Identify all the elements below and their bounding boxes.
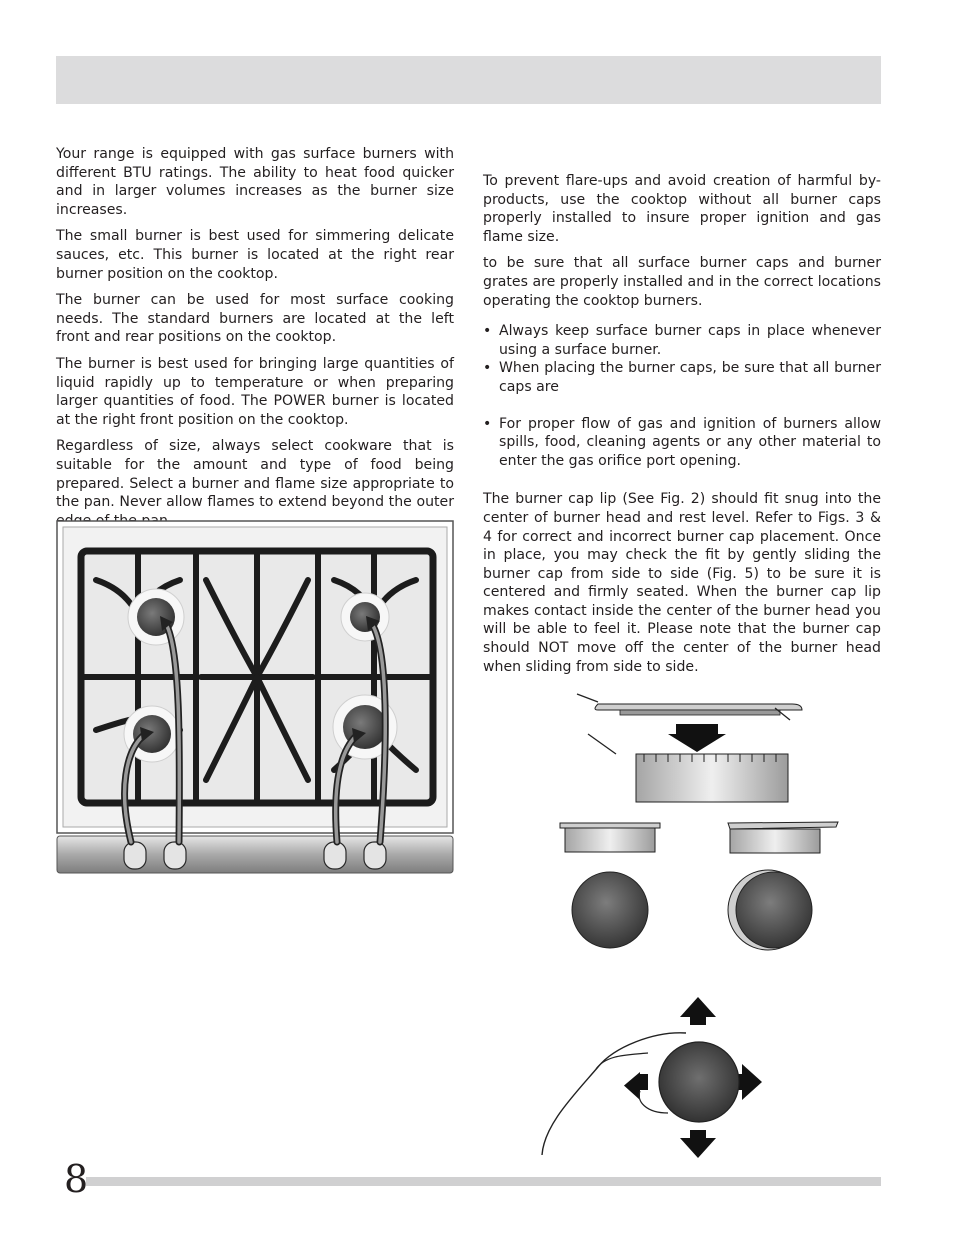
footer-bar: [86, 1177, 881, 1186]
left-column: [56, 145, 454, 530]
cooktop-diagram: [56, 520, 454, 876]
cookware-paragraph: Regardless of size, always select cookware that is suitable for the amount and type of food being prepared. Select a burner and flame size appropriate to the pan. Never allow flames to extend beyond the outer: [56, 438, 454, 511]
intro-paragraph: Your range is equipped with gas surface burners with different BTU ratings. The ability to heat food quicker and in larger volumes increases as the burner size increases.: [56, 146, 454, 218]
check-caps-paragraph: to be sure that all surface burner caps and burner grates are properly installed and in the correct locations operating the cooktop burners.: [483, 255, 881, 309]
right-column: [483, 172, 881, 676]
header-bar: [56, 56, 881, 104]
small-burner-paragraph: The small burner is best used for simmering delicate sauces, etc. This burner is located at the right rear burner position on the cooktop.: [56, 228, 454, 282]
flare-up-paragraph: To prevent flare-ups and avoid creation of harmful by-products, use the cooktop without all burner caps properly installed to insure proper ignition and gas flame size.: [483, 173, 881, 245]
cap-lip-paragraph: The burner cap lip (See Fig. 2) should fit snug into the center of burner head and rest level. Refer to Figs. 3 & 4 for correct and incorrect burner cap placement. Once in place, you may check the fit by gently sliding the burner cap from side to side (Fig. 5) to be sure it is centered and firmly seated. When the burner cap lip makes contact inside the center of the burner head you will be able to feel it. Please note that the burner cap should NOT move off the center of the burner head when sliding from side to side.: [483, 491, 881, 675]
hand-sliding-cap-diagram: [536, 995, 776, 1165]
standard-burner-paragraph: The burner can be used for most surface cooking needs. The standard burners are located at the left front and rear positions on the cooktop.: [56, 292, 454, 346]
bullet-item: • Always keep surface burner caps in place whenever using a surface burner.: [483, 322, 881, 359]
burner-cap-diagram: [540, 690, 840, 980]
bullet-item: • For proper flow of gas and ignition of burners allow spills, food, cleaning agents or any other material to enter the gas orifice port opening.: [483, 415, 881, 471]
power-burner-paragraph: The burner is best used for bringing large quantities of liquid rapidly up to temperature or when preparing larger quantities of food. The POWER burner is located at the right front position on the cooktop.: [56, 355, 454, 428]
cap-bullet-list: [483, 322, 881, 470]
page-number: 8: [64, 1157, 89, 1201]
bullet-item: • When placing the burner caps, be sure that all burner caps are: [483, 359, 881, 396]
